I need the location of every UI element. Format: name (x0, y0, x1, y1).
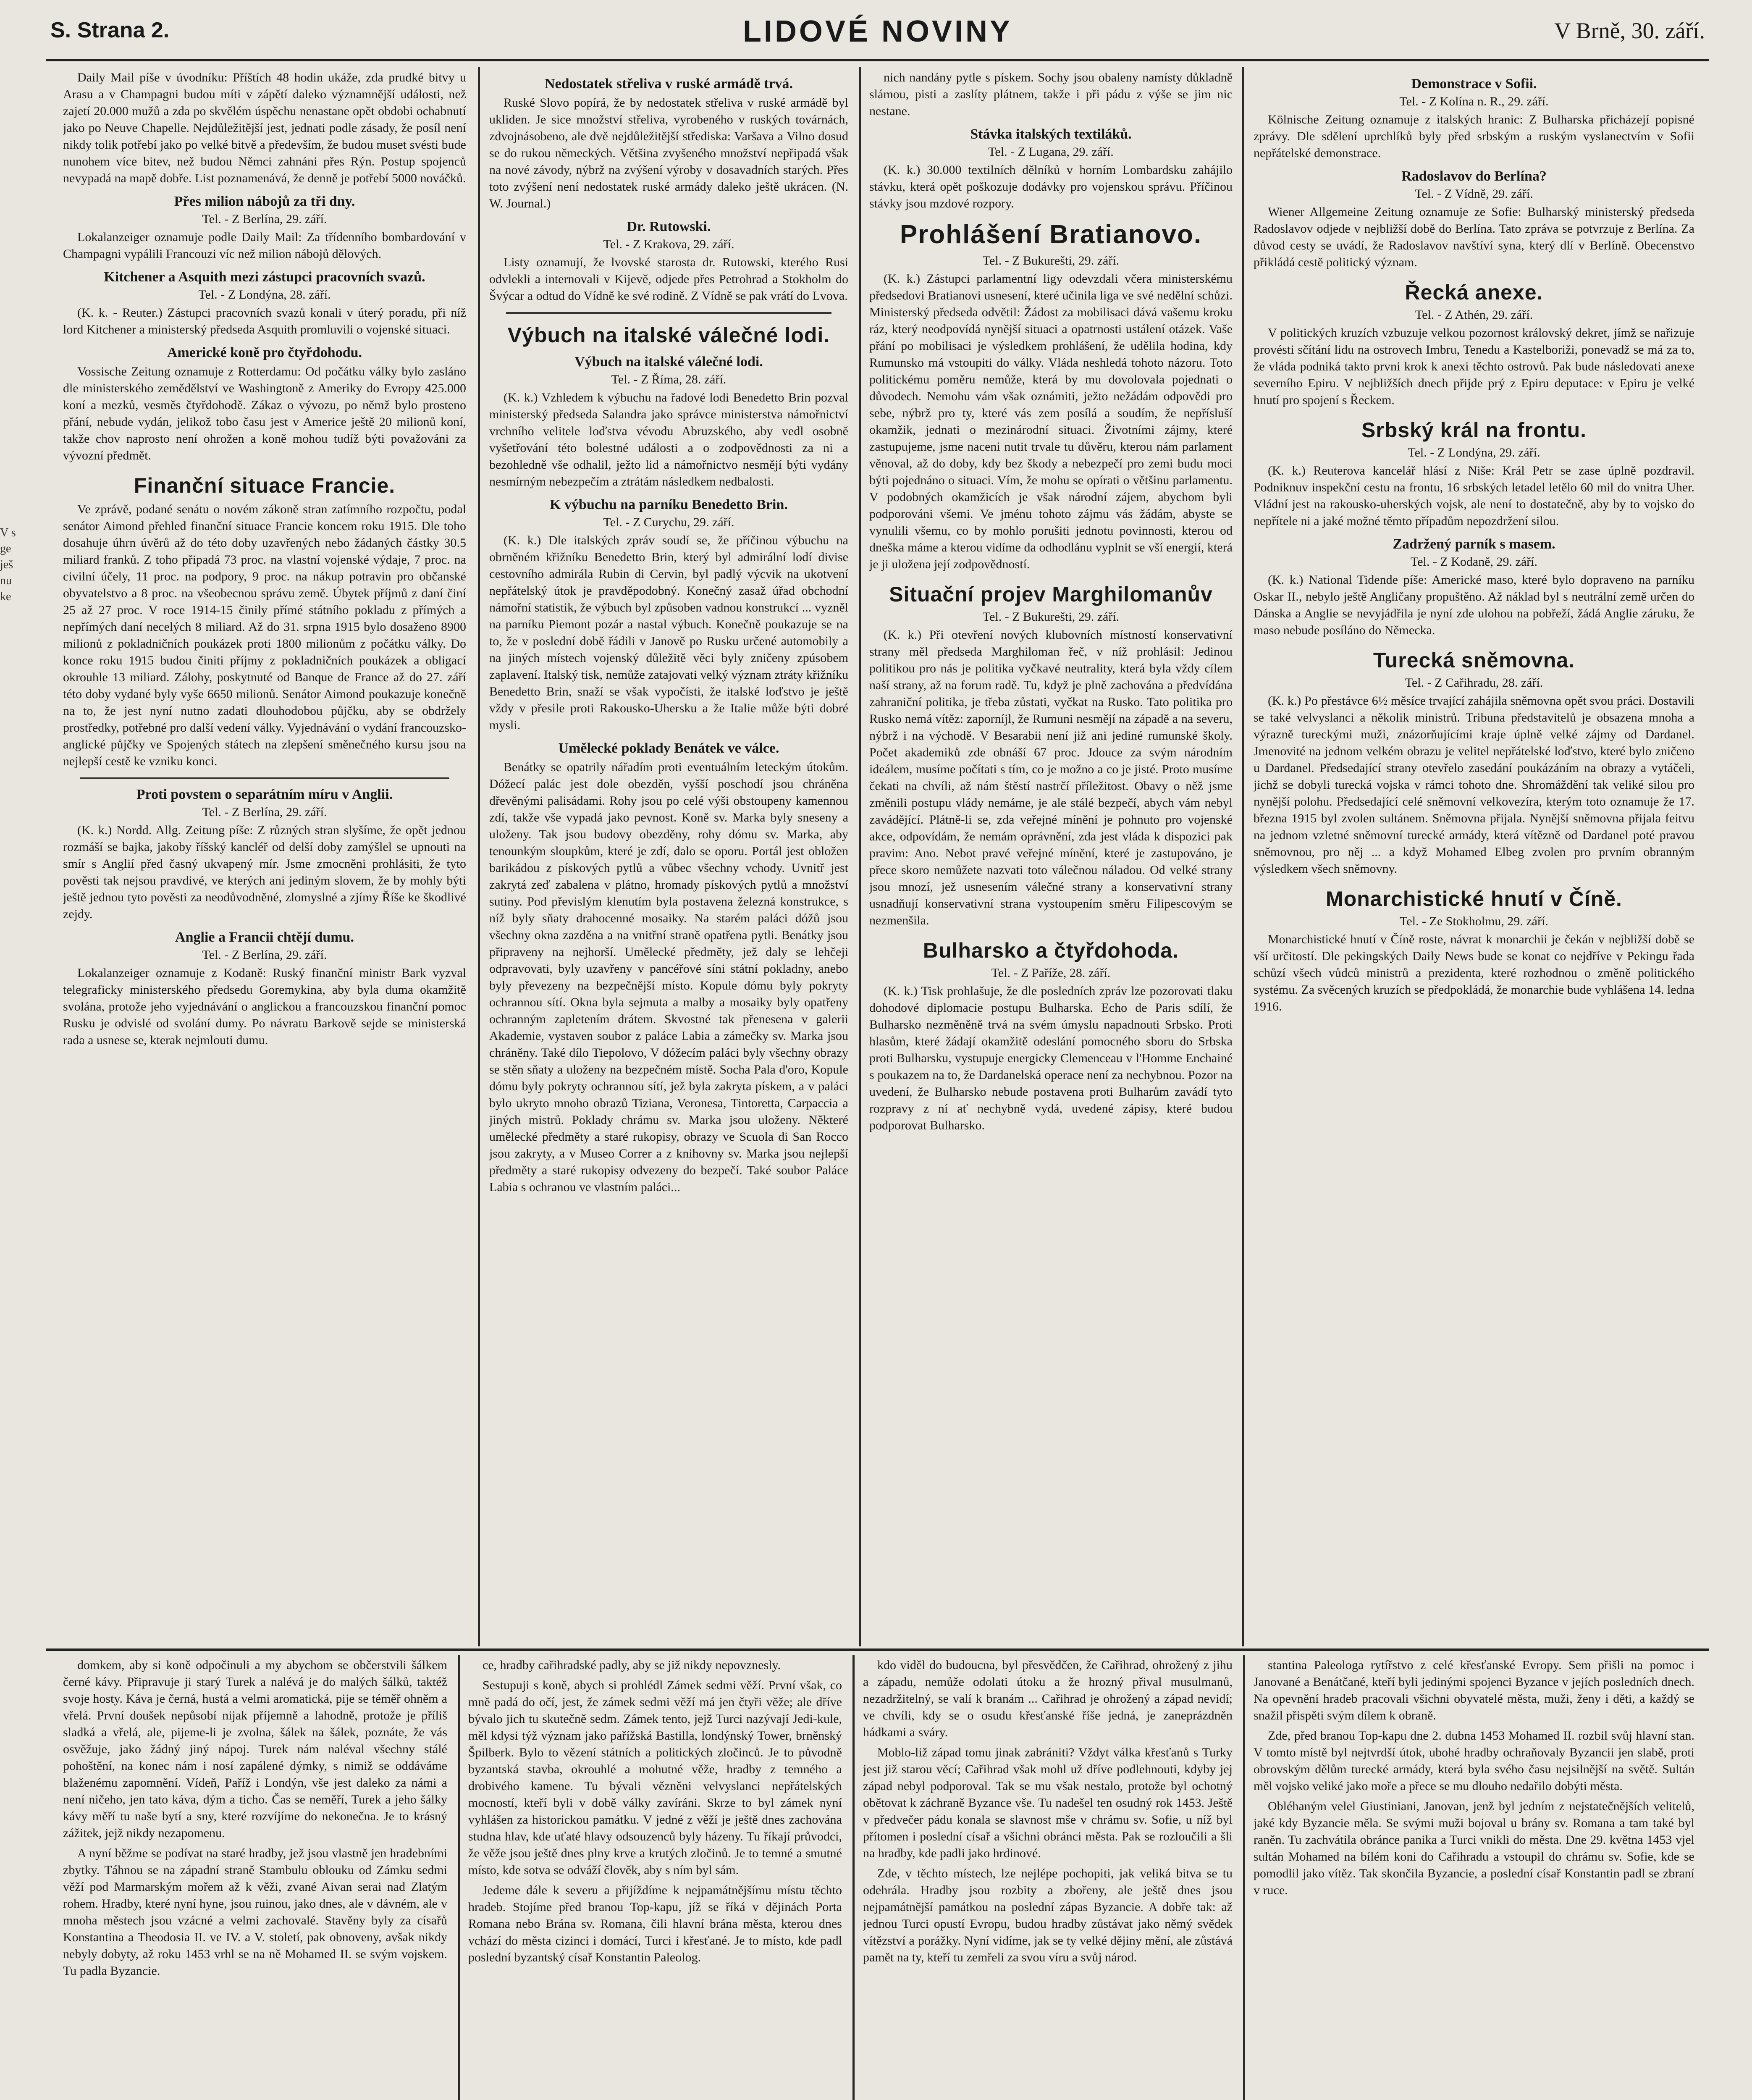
article-dateline: Tel. - Z Vídně, 29. září. (1415, 187, 1533, 201)
article-headline: Stávka italských textiláků. (970, 126, 1132, 142)
article-separator (506, 312, 831, 314)
article-headline-large: Srbský král na frontu. (1361, 418, 1587, 442)
article-dateline: Tel. - Z Paříže, 28. září. (991, 966, 1111, 980)
article-headline-large: Situační projev Marghilomanův (889, 583, 1213, 606)
article-paragraph: (K. k.) Dle italských zpráv soudí se, že příčinou výbuchu na obrněném křižníku Benedetto Brin, který byl admirální lodí divise cestovního admirála Rubin di Cervin, byl padlý výcvik na ukotvení nepřátelský útok je pravděpodobný. Konečný zasaž úřad obchodní námořní statistik, že výbuch byl způsoben vadnou konstrukcí ... vyzněl na parníku Piemont pozár a nastal výbuch. Konečně poukazuje se na to, že v poslední době řádili v Janově po Rusku určené automobily a na jiných místech vojenský důležitě věci byly zničeny zpúsobem zaplavení. Italský tisk, nemůže zatajovati velký význam ztráty křižníku Benedetto Brin, snaží se však vypočísti, že italské loďstvo je ještě vždy v přesile proti Rakousko-Uhersku a že Italie může býti dobré mysli. (489, 533, 848, 732)
article-headline: K výbuchu na parníku Benedetto Brin. (550, 497, 788, 512)
article-headline-large: Výbuch na italské válečné lodi. (507, 323, 830, 347)
article-dateline: Tel. - Z Lugana, 29. září. (988, 145, 1114, 159)
article-headline-large: Řecká anexe. (1405, 281, 1543, 304)
article-paragraph: Obléhaným velel Giustiniani, Janovan, jenž byl jedním z nejstatečnějších velitelů, jaké kdy Byzancie měla. Se svými muži bojoval u brány sv. Romana a tam také byl raněn. Tu zachvátila obránce panika a Turci vnikli do města. Dne 29. května 1453 vjel sultán Mohamed na bílém koni do Cařihradu a vstoupil do chrámu sv. Sofie, kde se pomodlil jako vítěz. Tak skončila Byzancie, a poslední císař Konstantin padl se zbraní v ruce. (1254, 1799, 1694, 1897)
article-paragraph: (K. k.) Nordd. Allg. Zeitung píše: Z různých stran slyšíme, že opět jednou rozmáší se bajka, jakoby říšský kancléř od delší doby zamýšlel se upnouti na smír s Anglií před časný ukvapený mír. Jsme zmocněni prohlásiti, že tyto pověsti tak nejsou pravdivé, ve kterých ani jediným slovem, že by mohly býti ještě jednou tyto pověsti za neodůvodněné, zlomyslné a zjímy Říše ke škodlivé zejdy. (63, 823, 466, 921)
article-paragraph: Wiener Allgemeine Zeitung oznamuje ze Sofie: Bulharský ministerský předseda Radoslavov odjede v nejbližší době do Berlína. Tato zpráva se potvrzuje z Berlína. Za důvod cesty se uvádí, že Radoslavov navštíví syna, který dlí v Berlíně. Obecenstvo přikládá cestě politický význam. (1254, 205, 1694, 269)
article-paragraph: A nyní běžme se podívat na staré hradby, jež jsou vlastně jen hradebními zbytky. Táhnou se na západní straně Stambulu oblouku od Zámku sedmi věží pod Marmarským mořem až k věži, zvané Aivan serai nad Zlatým rohem. Hradby, které nyní hyne, jsou ruinou, jako dnes, ale v dávném, ale v mnoha městech jsou vzácné a velmi zachovalé. Stavěny byly za císařů Konstantina a Theodosia II. ve IV. a V. století, pak obnoveny, avšak nikdy nebyly dobyty, až roku 1453 vrhl se na ně Mohamed II. se svým vojskem. Tu padla Byzancie. (63, 1846, 447, 1978)
feuilleton-column-1 (63, 1657, 447, 2100)
article-paragraph: Daily Mail píše v úvodníku: Příštích 48 hodin ukáže, zda prudké bitvy u Arasu a v Champagni budou míti v zápětí daleko významnější události, než zajetí 20.000 mužů a zda po skvělém úspěchu nenastane opět obdobi ochabnutí jako po Neuve Chapelle. Nejdůležitější jest, jednati podle zásady, že posíl není nikdy tolik potřebí jako po velké bitvě a především, že budou muset svésti bude nunohem více bitev, než budou Němci zahnáni přes Rýn. Postup spojenců nevypadá na mapě dobře. List poznamenává, že denně je potřebí 5000 nováčků. (63, 71, 466, 185)
article-dateline: Tel. - Z Londýna, 29. září. (1408, 446, 1540, 459)
section-rule (46, 1648, 1709, 1651)
column-rule (478, 67, 480, 1646)
article-dateline: Tel. - Z Londýna, 28. září. (198, 288, 331, 302)
article-dateline: Tel. - Ze Stokholmu, 29. září. (1400, 914, 1548, 928)
article-headline-large: Monarchistické hnutí v Číně. (1326, 887, 1622, 911)
article-headline: Radoslavov do Berlína? (1401, 168, 1547, 184)
article-paragraph: Ve zprávě, podané senátu o novém zákoně stran zatímního rozpočtu, podal senátor Aimond přehled finanční situace Francie koncem roku 1915. Dle toho dosahuje úhrn úvěrů až do této doby uzavřených nebo žádaných částky 30.5 miliard franků. Z toho připadá 73 proc. na vlastní vojenské výdaje, 7 proc. na civilní účely, 11 proc. na podpory, 9 proc. na nákup potravin pro občanské obyvatelstvo a 8 proc. na všeobecnou správu země. Úbytek příjmů z daní činí 25 až 27 proc. V roce 1914-15 činily přímé státního pokladu z přímých a nepřímých daní necelých 8 miliard. Až do 31. srpna 1915 bylo dosaženo 8900 milionů z pokladničních poukázek proti 1800 milionům z počátku války. Do konce roku 1915 budou činiti příjmy z pokladničních poukázek a obligací okrouhle 13 miliard. Zálohy, poskytnuté od Banque de France až do 27. září této doby vydané byly vyše 6650 milionů. Senátor Aimond poukazuje konečně na to, že jest nyní nutno zadati dlouhodobou půjčku, aby se obdržely prostředky, potřebné pro další vedení války. Vyjednávání o vydání francouzsko-anglické půjčky ve Spojených státech na zlepšení směnečného kursu jsou na nejlepší cestě ke vzniku konci. (63, 502, 466, 768)
article-paragraph: Lokalanzeiger oznamuje z Kodaně: Ruský finanční ministr Bark vyzval telegraficky ministerského předsedu Goremykina, aby byla duma okamžitě svolána, protože jeho vyjednávání o anglickou a francouzskou finanční pomoc Rusku je odvislé od svolání dumy. Po návratu Barkově sejde se ministerská rada a usnese se, kterak nejmlouti dumu. (63, 966, 466, 1047)
article-paragraph: Lokalanzeiger oznamuje podle Daily Mail: Za třídenního bombardování v Champagni vypálili Francouzi víc než milion nábojů dělových. (63, 230, 466, 261)
article-headline: Proti povstem o separátním míru v Anglii. (136, 787, 393, 802)
column-4 (1254, 69, 1694, 1644)
article-paragraph: Moblo-liž západ tomu jinak zabrániti? Vždyt válka křesťanů s Turky jest již starou věcí; Cařihrad však mohl už dříve podlehnouti, kdyby jej západ nebyl podporoval. Tak se mu však nestalo, protože byl ochotný obětovat k záchraně Byzance vše. Tu nadešel ten osudný rok 1453. Ještě v předvečer pádu konala se slavnost mše v chrámu sv. Sofie, u níž byl přítomen i poslední císař a všichni obránci města. Pak se rozloučili a šli na hradby, kde padli jako hrdinové. (863, 1746, 1233, 1860)
article-paragraph: V politických kruzích vzbuzuje velkou pozornost královský dekret, jímž se nařizuje provésti sčítání lidu na ostrovech Imbru, Tenedu a Kastelboriži, ponevadž se má za to, že vláda podniká takto prvni krok k anexi těchto ostrovů. Pak bude následovati anexe severního Epiru. V nejbližších dnech přijde prý z Epiru deputace: v Epiru je velké hnutí pro spojení s Řeckem. (1254, 326, 1694, 407)
header-rule (46, 59, 1709, 61)
article-paragraph: (K. k.) Reuterova kancelář hlásí z Niše: Král Petr se zase úplně pozdravil. Podniknuv inspekční cestu na frontu, 16 srbských letadel letělo 60 mil do vnitra Uher. Vládní jest na rakousko-uherských vojsk, ale není to dostatečně, aby by to vojsko do nepřítele ni a jaké možné těmto případům nepozdržení silou. (1254, 464, 1694, 528)
article-dateline: Tel. - Z Bukurešti, 29. září. (982, 254, 1120, 268)
article-headline: Zadržený parník s masem. (1393, 536, 1555, 552)
left-edge-scrap: V s ge ješ nu ke (0, 526, 16, 603)
dateline: V Brně, 30. září. (1554, 18, 1705, 43)
article-paragraph: (K. k.) Vzhledem k výbuchu na řadové lodi Benedetto Brin pozval ministerský předseda Salandra jako správce ministerstva námořnictví vrchního velitele loďstva vévodu Abruzského, aby vedl osobně vyšetřování této bolestné události a o zodpovědnosti za ni a bezohledně vše odhalil, ježto lid a námořnictvo nesmějí býti vydány nesmírným nebezpečím a ztrátám následkem nedbalosti. (489, 391, 848, 488)
column-rule (1243, 1655, 1245, 2100)
article-paragraph: (K. k.) Při otevření nových klubovních místností konservativní strany měl předseda Marghiloman řeč, v níž prohlásil: Jedinou politikou pro nás je politika vyčkavé neutrality, která byla vždy cílem naší strany, až na forum radě. Tu, když je plně zachována a předvídána zahraniční politika, je třeba zůstati, vyčkat na Rusko. Tato politika pro Rusko nemá vítěz: zaporníjl, že Rumuni nesmějí na západě a na severu, nýbrž i na východě. V Besarabii není již ani jediné rumunské školy. Počet akademiků zde obnáší 67 proc. Jdouce za svým národním ideálem, musíme počítati s tím, co je možno a co je jisté. Proto musíme čekati na chvíli, až nám štěstí nastrčí příležitost. Obavy o něž jsme změnili postupu vlády nemáme, je ale stálé bezpečí, abych vám nebyl zavádějící. Plátně-li se, zda veřejné mínění je pohnuto pro vojenské akce, odpovídám, že nemám oprávnění, zda jest vláda k dispozici pak pravim: Ano. Nebot pravé veřejné mínění, které je zastupováno, je přece skoro nemůžete nazvati toto válečnou náladou. Od velké strany jsou mnozí, jež usnesením válečné strany a konservativní strany usnadňují konservativní strana vystoupením směru Filipescovým se nezmenšila. (869, 628, 1233, 927)
article-dateline: Tel. - Z Cařihradu, 28. září. (1405, 676, 1543, 690)
article-headline: Americké koně pro čtyřdohodu. (167, 345, 362, 360)
article-dateline: Tel. - Z Berlína, 29. září. (202, 948, 327, 962)
article-paragraph: (K. k.) Tisk prohlašuje, že dle posledních zpráv lze pozorovati tlaku dohodové diplomacie postupu Bulharska. Echo de Paris sdílí, že Bulharsko nezměněně trvá na svém úmyslu napadnouti Srbsko. Proti hlasům, které žádají okamžitě odeslání pomocného sboru do Srbska proti Bulharsku, vystupuje energicky Clemenceau v l'Homme Enchainé s poukazem na to, že Dardanelská operace není za nechybnou. Pozor na uvedení, že Bulharsko nebude postavena proti Bulharům zavádí tyto rozpravy z ní ať nechybně vydá, uvedené zápisy, které budou podporovat Bulharsko. (869, 984, 1233, 1132)
article-headline-large: Turecká sněmovna. (1373, 648, 1575, 672)
page-header (50, 8, 1705, 55)
column-3 (869, 69, 1233, 1644)
column-rule (458, 1655, 460, 2100)
article-paragraph: (K. k.) Po přestávce 6½ měsíce trvající zahájila sněmovna opět svou práci. Dostavili se také velvyslanci a několik ministrů. Tribuna představitelů je obsazena mnoha a výrazně tureckými muži, znázorňujícími kraje úplně velké zájmy od Dardanel. Jmenovité na jednom velkém obrazu je velitel nepřátelské loďstvo, které bylo zničeno u Dardanel. Předsedající strany otevřelo zasedání poukázáním na obrazy a vytáčeli, jichž se dobyli turecká vojska v rámci tohoto dne. Shromáždění tak veliké silou pro nynější polohu. Předsedající celé sněmovní velkovezíra, kterým toto oznamuje že 17. března 1915 byl zvolen sultánem. Sněmovna přijala. Nynější sněmovna přijala feitvu na jednom vzletné sněmovní turecké armády, která vítězně od Dardanel poté pravou sněmovnou, pro něj ... a když Mohamed Elbeg zvolen pro prvním obranným výsledkem všech sněmovny. (1254, 694, 1694, 876)
page-label: S. Strana 2. (50, 18, 170, 42)
article-headline: Kitchener a Asquith mezi zástupci pracovních svazů. (104, 269, 425, 285)
article-dateline: Tel. - Z Říma, 28. září. (611, 373, 727, 386)
article-paragraph: (K. k.) Zástupci parlamentní ligy odevzdali včera ministerskému předsedovi Bratianovi usnesení, které učinila liga ve své nedělní schůzi. Ministerský předseda odvětil: Žádost za mobilisaci dává vašemu kroku ráz, který neodpovídá nynější situaci a opatrnosti ustálení otázek. Vaše přání po mobilisaci je výsledkem prohlášení, že udělila hodina, kdy Rumunsko má vstoupiti do války. Vláda neshledá tohoto názoru. Toto politickému poměru nemůže, která by mu dovolovala pojednati o důvodech. Nemohu vám však oznámiti, ježto nežádám odpovědi pro sebe, nýbrž pro ty, které vás zem posílá a soudím, že nepřísluší okamžik, jednati o mezinárodní situaci. Životními zájmy, které zastupujeme, jsme naceni nutit trvale tu důvěru, kterou nám parlament věnoval, až do doby, kdy bez škody a nebezpečí pro zemi budu moci býti pojednáno o situaci. Vím, že mohu se opírati o většinu parlamentu. V podobných okamžicích je však národní zájem, abychom byli podporováni všemi. Ve jménu tohoto zájmu vás žádám, abyste se vynulili všemu, co by mohlo porušiti jednotu povinnosti, kterou od dneška máme a kterou vidíme da odhodlánu vyplnit se vší energií, která je ji uložena její zodpovědností. (869, 272, 1233, 571)
article-paragraph: (K. k.) National Tidende píše: Americké maso, které bylo dopraveno na parníku Oskar II., nebylo ještě Angličany propuštěno. Až náklad byl s neutrální země určen do Dánska a Anglie se nevyjádřila je nyní zde ulohou na pobřeží, žádá Anglie záruku, že maso nebude posíláno do Německa. (1254, 573, 1694, 637)
article-paragraph: Ruské Slovo popírá, že by nedostatek střeliva v ruské armádě byl ukliden. Je sice množství střeliva, vyrobeného v ruských továrnách, zdvojnásobeno, ale dvě nejdůležitější střediska: Varšava a Vilno dosud se do rukou německých. Většina zvyšeného množství nepřipadá však na nové závody, nýbrž na zvýšení výroby v dosavadních starých. Přes toto zvýšení není nedostatek ruské armády daleko ještě ukrácen. (N. W. Journal.) (489, 96, 848, 210)
article-paragraph: Listy oznamují, že lvovské starosta dr. Rutowski, kterého Rusi odvlekli a internovali v Kijevě, odjede přes Petrohrad a Stokholm do Švýcar a odtud do Vídně ke své rodině. Z Vídně se pak vrátí do Lvova. (489, 255, 848, 303)
article-headline: Demonstrace v Sofii. (1411, 76, 1537, 92)
article-headline: Přes milion nábojů za tři dny. (174, 194, 355, 209)
article-paragraph: (K. k. - Reuter.) Zástupci pracovních svazů konali v úterý poradu, při níž lord Kitchener a ministerský předseda Asquith promluvili o vojenské situaci. (63, 306, 466, 336)
article-separator (80, 777, 449, 779)
article-paragraph: Vossische Zeitung oznamuje z Rotterdamu: Od počátku války bylo zasláno dle ministerského zemědělství ve Washingtoně z Ameriky do Evropy 425.000 koní a mezků, vesměs čtyřdohodě. Zákaz o vývozu, po němž bylo prosteno přání, nebude vydán, jelikož tobo času jest v Americe ještě 20 milionů koní, takže chov naprosto není ohrožen a koně mohou tudíž býti považováni za vývozní předmět. (63, 365, 466, 462)
column-2 (489, 69, 848, 1644)
article-dateline: Tel. - Z Berlína, 29. září. (202, 805, 327, 819)
article-paragraph: Zde, před branou Top-kapu dne 2. dubna 1453 Mohamed II. rozbil svůj hlavní stan. V tomto místě byl nejtvrdší útok, ubohé hradby ochraňovaly Byzancii jen slabě, proti obrovským dělům turecké armády, která byla svého času nejsilnější na světě. Sultán měl vojsko veliké jako moře a přece se mu dlouho nedařilo dobýti města. (1254, 1729, 1694, 1793)
article-paragraph: Jedeme dále k severu a přijíždíme k nejpamátnějšímu místu těchto hradeb. Stojíme před branou Top-kapu, jíž se říká v dějinách Porta Romana nebo Brána sv. Romana, čili hlavní brána města, kterou dnes vchází do města cizinci i domácí, Turci i křesťané. Je to místo, kde padl poslední byzantský císař Konstantin Paleolog. (468, 1883, 842, 1964)
article-headline: Výbuch na italské válečné lodi. (574, 354, 763, 370)
article-paragraph: Benátky se opatrily nářadím proti eventuálním leteckým útokům. Dóžecí palác jest dole obezděn, vyšší poschodí jsou chráněna dřevěnými palisádami. Rohy jsou po celé výši obstoupeny kamennou zdí, takže vše vypadá jako pevnost. Koně sv. Marka byly sneseny a uloženy. Tak jsou budovy obezděny, rohy dómu sv. Marka, aby tenounkým sloupkům, které je zdí, dalo se oporu. Portál jest obložen barikádou z pískových pytlů a vůbec všechny vchody. Uvnitř jest zakrytá zeď zabalena v plátno, hromady pískových pytlů a množství sutiny. Pod převislým klenutím byla postavena železná konstrukce, s níž byly sňaty drahocenné mosaiky. Na starém paláci dóžů jsou všechny okna zazděna a na vnitřní straně opatřena pytli. Benátky jsou připraveny na nejhorší. Umělecké předměty, jež daly se lehčeji odpravovati, byly uzavřeny v pancéřové síni státní pokladny, anebo byly převezeny na bezpečnější místo. Kopule dómu byly pokryty ochrannou sítí. Okna byla sejmuta a malby a mosaiky byly opatřeny ochranným zapletením drátem. Skvostné tak přenesena v galerii Akademie, vystaven soubor z paláce Labia a zámečky sv. Marka jsou chráněny. Také dílo Tiepolovo, V dóžecím paláci byly všechny obrazy se stěn sňaty a uloženy na bezpečném místě. Socha Pala d'oro, Kopule dómu byly pokryty ochrannou sítí, jež byla zakryta pískem, a v paláci bylo ukryto mnoho obrazů Tiziana, Veronesa, Tintoretta, Carpaccia a jiných mistrů. Poklady chrámu sv. Marka jsou uloženy. Některé umělecké předměty a staré rukopisy, obrazy ve Scuola di San Rocco jsou zakryty, a v Museo Correr a z knihovny sv. Marka jsou nejlepší předměty a staré rukopisy odvezeny do bezpečí. Také soubor Paláce Labia s ochranou ve vlastním paláci... (489, 760, 848, 1194)
article-headline: Nedostatek střeliva v ruské armádě trvá. (544, 76, 793, 92)
article-dateline: Tel. - Z Berlína, 29. září. (202, 212, 327, 226)
article-dateline: Tel. - Z Kolína n. R., 29. září. (1399, 94, 1549, 108)
article-paragraph: domkem, aby si koně odpočinuli a my abychom se občerstvili šálkem černé kávy. Připravuje ji starý Turek a nalévá je do malých šálků, taktéž svoje hosty. Káva je černá, hustá a velmi aromatická, pije se téměř ohněm a vřelá. První doušek nepůsobí nijak příjemně a lahodně, protože je příliš sladká a vřelá, ale, pijeme-li je zvolna, šálek na šálek, poznáte, že vás osvěžuje, jako žádný jiný nápoj. Turek nám naléval všechny stálé pohoštění, na konec nám i nosí zapálené dýmky, s nimiž se oddáváme blaženému zapomnění. Vídeň, Paříž i Londýn, vše jest daleko za námi a není ničeho, jen tato káva, dým a ticho. Čas se neměří, Turek a jeho šálky kávy měří tu naše bytí a sny, které rozvíjíme do nekonečna. Je to krásný zážitek, jejž nikdy nezapomenu. (63, 1658, 447, 1840)
article-paragraph: Monarchistické hnutí v Číně roste, návrat k monarchii je čekán v nejbližší době se vší určitostí. Dle pekingských Daily News bude se konat co nejdříve v Pekingu řada schůzí všech vůdců ministrů a prezidenta, které rozhodnou o změně politického systému. Za svěcených kruzích se předpokládá, že monarchie bude vyhlášena 14. ledna 1916. (1254, 932, 1694, 1013)
article-dateline: Tel. - Z Athén, 29. září. (1415, 308, 1533, 322)
article-dateline: Tel. - Z Kodaně, 29. září. (1411, 555, 1537, 569)
article-headline: Anglie a Francii chtějí dumu. (175, 929, 354, 945)
feuilleton-column-3 (863, 1657, 1233, 2100)
article-paragraph: ce, hradby cařihradské padly, aby se již nikdy nepovznesly. (483, 1658, 781, 1672)
article-paragraph: Sestupuji s koně, abych si prohlédl Zámek sedmi věží. První však, co mně padá do očí, jest, že zámek sedmi věží má jen čtyři věže; ale dříve bývalo jich tu skutečně sedm. Zámek tento, jejž Turci nazývají Jedi-kule, měl kdysi týž význam jako pařížská Bastilla, londýnský Tower, brněnský Špilberk. Bylo to vězení státních a politických zločinců. Je to původně byzantská stavba, okrouhlé a mohutné věže, hradby z temného a drobivého kamene. Tu bývali vězněni velvyslanci nepřátelských mocností, kteří byli v době války zavíráni. Skrze to byl zámek nyní vyhlášen za historickou památku. V jedné z věží je ještě dnes zachována studna hlav, kde uťaté hlavy odsouzenců byly házeny. Tu říkají průvodci, že věže jsou ještě dnes plny krve a krutých zločinů. Je to temné a smutné místo, kde sotva se odváží člověk, aby s ním byl sám. (468, 1678, 842, 1877)
article-paragraph: stantina Paleologa rytířstvo z celé křesťanské Evropy. Sem přišli na pomoc i Janované a Benátčané, kteří byli jedinými spojenci Byzance v jejích posledních dnech. Na opevnění hradeb pracovali všichni obyvatelé města, muži, ženy i děti, a každý se snažil přispěti svým dílem k obraně. (1254, 1658, 1694, 1722)
feuilleton-column-2 (468, 1657, 842, 2100)
article-dateline: Tel. - Z Krakova, 29. září. (603, 237, 734, 251)
article-dateline: Tel. - Z Bukurešti, 29. září. (982, 610, 1120, 624)
masthead: LIDOVÉ NOVINY (742, 15, 1013, 48)
article-paragraph: Kölnische Zeitung oznamuje z italských hranic: Z Bulharska přicházejí popisné zprávy. Dle sdělení uprchlíků byly před srbským a ruským vyslanectvím v Sofii nepřátelské demonstrace. (1254, 113, 1694, 160)
article-paragraph: nich nandány pytle s pískem. Sochy jsou obaleny namísty důkladně slámou, pisti a zaslíty plátnem, takže i při pádu z výše se jim nic nestane. (869, 71, 1233, 118)
article-headline: Umělecké poklady Benátek ve válce. (558, 740, 779, 756)
feuilleton-column-4 (1254, 1657, 1694, 2100)
article-headline-banner: Prohlášení Bratianovo. (900, 220, 1202, 249)
column-rule (852, 1655, 855, 2100)
column-1 (63, 69, 466, 1644)
article-paragraph: kdo viděl do budoucna, byl přesvědčen, že Cařihrad, ohrožený z jihu a západu, nemůže odolati útoku a že hrozný přival musulmanů, nezadržitelný, se valí k branám ... Cařihrad je ohrožený a západ nevidí; ve chvíli, kdy se o osudu křesťanské říše jedná, je zaneprázdněn hádkami a sváry. (863, 1658, 1233, 1739)
article-headline-large: Bulharsko a čtyřdohoda. (923, 939, 1179, 962)
article-headline: Dr. Rutowski. (627, 219, 711, 234)
article-paragraph: Zde, v těchto místech, lze nejlépe pochopiti, jak veliká bitva se tu odehrála. Hradby jsou rozbity a zbořeny, ale ještě dnes jsou nejpamátnější památkou na poslední zápas Byzancie. A dobře tak: až jednou Turci opustí Evropu, budou hradby zůstávat jako němý svědek vítězství a porážky. Nyní vidíme, jak se ty velké dějiny mění, ale zůstává pamět na ty, kteří tu zemřeli za svou víru a svůj národ. (863, 1866, 1233, 1964)
column-rule (1242, 67, 1244, 1646)
article-dateline: Tel. - Z Curychu, 29. září. (603, 515, 734, 529)
column-rule (859, 67, 861, 1646)
article-headline-large: Finanční situace Francie. (134, 474, 396, 497)
article-paragraph: (K. k.) 30.000 textilních dělníků v horním Lombardsku zahájilo stávku, která opět poškozuje dodávky pro vojenskou správu. Příčinou stávky jsou mzdové rozpory. (869, 163, 1233, 210)
